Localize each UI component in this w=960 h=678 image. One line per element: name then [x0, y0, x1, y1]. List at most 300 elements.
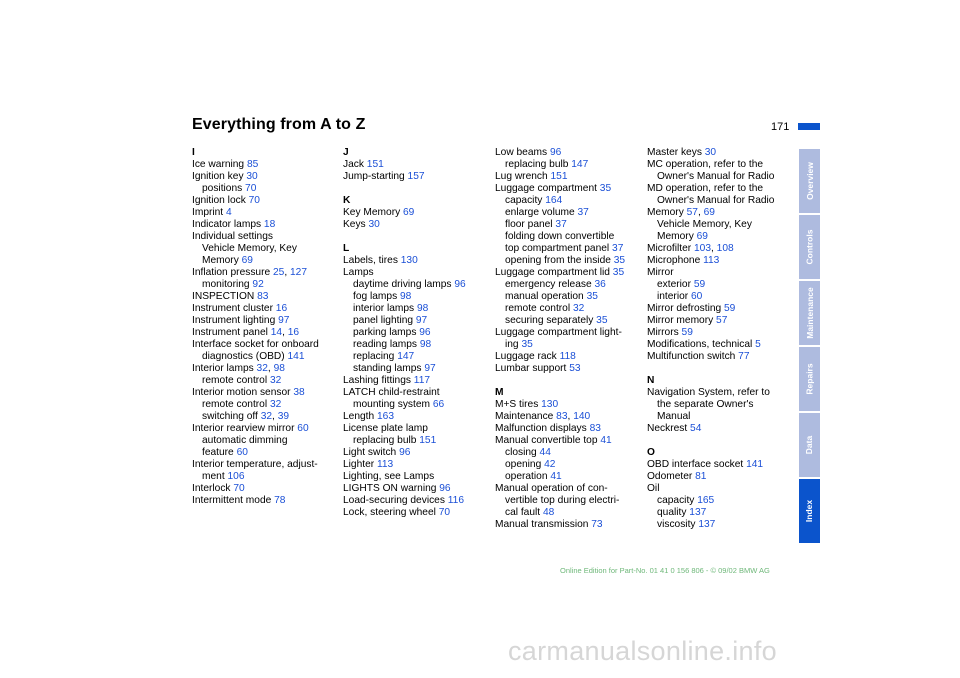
entry-text: Jump-starting [343, 171, 408, 182]
index-entry [495, 483, 645, 495]
page-link[interactable]: 141 [746, 459, 764, 470]
entry-text: Instrument panel [192, 327, 271, 338]
index-subentry [343, 339, 493, 351]
entry-text: diagnostics (OBD) [202, 351, 288, 362]
watermark: carmanualsonline.info [508, 636, 777, 666]
page-link[interactable]: 165 [697, 495, 715, 506]
page-link[interactable]: 35 [612, 267, 625, 278]
entry-text: Vehicle Memory, Key [657, 219, 752, 230]
page-link[interactable]: 4 [225, 207, 232, 218]
entry-text: Lock, steering wheel [343, 507, 439, 518]
index-letter-heading [647, 375, 797, 387]
index-subentry [647, 219, 797, 231]
index-entry [495, 147, 645, 159]
page-link[interactable]: 83 [556, 411, 568, 422]
page-link[interactable]: 38 [293, 387, 305, 398]
index-entry [192, 459, 342, 471]
entry-text: replacing bulb [505, 159, 572, 170]
index-column-3 [495, 147, 645, 531]
entry-text: Imprint [192, 207, 226, 218]
tab-data[interactable] [799, 413, 820, 477]
entry-text: automatic dimming [202, 435, 288, 446]
index-entry [647, 459, 797, 471]
page-link[interactable]: 54 [690, 423, 702, 434]
index-entry: Memory 57, 69 [647, 207, 715, 218]
page-link[interactable]: 85 [246, 159, 259, 170]
entry-text: remote control [202, 399, 270, 410]
page-link[interactable]: 35 [596, 315, 608, 326]
page-link[interactable]: 57 [716, 315, 728, 326]
entry-text: Interior motion sensor [192, 387, 294, 398]
index-entry [192, 315, 342, 327]
index-entry [647, 471, 797, 483]
index-entry: Inflation pressure 25, 127 [192, 267, 307, 278]
page-link[interactable]: 69 [703, 207, 715, 218]
entry-text: Light switch [343, 447, 400, 458]
page-link[interactable]: 130 [541, 399, 559, 410]
entry-text: INSPECTION [192, 291, 258, 302]
index-entry [495, 171, 645, 183]
entry-text: Luggage compartment [495, 183, 600, 194]
entry-text: replacing [353, 351, 398, 362]
page-link[interactable]: 147 [571, 159, 589, 170]
page-link[interactable]: 83 [257, 291, 269, 302]
page-link[interactable]: 118 [559, 351, 576, 362]
page-link[interactable]: 96 [454, 279, 466, 290]
page-link[interactable]: 36 [594, 279, 606, 290]
entry-text: Interface socket for onboard [192, 339, 319, 350]
index-entry [192, 171, 342, 183]
index-subentry [647, 195, 797, 207]
page-link[interactable]: 30 [704, 147, 717, 158]
index-entry [343, 423, 493, 435]
index-subentry [647, 231, 797, 243]
page-link[interactable]: 92 [252, 279, 264, 290]
index-entry [343, 375, 493, 387]
entry-text: Lamps [343, 267, 374, 278]
page-link[interactable]: 151 [550, 171, 568, 182]
page-link[interactable]: 98 [273, 363, 285, 374]
index-entry: Maintenance 83, 140 [495, 411, 591, 422]
entry-text: remote control [202, 375, 270, 386]
page-link[interactable]: 16 [275, 303, 288, 314]
entry-text: Memory [202, 255, 242, 266]
index-entry [192, 219, 342, 231]
index-entry [495, 435, 645, 447]
page-link[interactable]: 32 [269, 399, 282, 410]
page-link[interactable]: 96 [549, 147, 562, 158]
page-link[interactable]: 108 [716, 243, 734, 254]
entry-text: capacity [657, 495, 698, 506]
tab-maintenance[interactable] [799, 281, 820, 345]
page-link[interactable]: 141 [287, 351, 305, 362]
entry-text: Memory [657, 231, 697, 242]
index-entry [495, 351, 645, 363]
entry-text: securing separately [505, 315, 597, 326]
index-entry [647, 387, 797, 399]
entry-text: Lighting, see Lamps [343, 471, 435, 482]
entry-text: Manual convertible top [495, 435, 601, 446]
entry-text: reading lamps [353, 339, 420, 350]
page-link[interactable]: 66 [432, 399, 445, 410]
index-subentry [495, 231, 645, 243]
index-entry [192, 303, 342, 315]
tab-controls[interactable] [799, 215, 820, 279]
index-entry [192, 339, 342, 351]
entry-text: the separate Owner's [657, 399, 754, 410]
entry-text: N [647, 375, 655, 386]
page-link[interactable]: 96 [419, 327, 431, 338]
index-subentry [495, 207, 645, 219]
index-entry [647, 483, 797, 495]
index-subentry [343, 327, 493, 339]
entry-text: Keys [343, 219, 369, 230]
entry-text: replacing bulb [353, 435, 420, 446]
entry-spacer [343, 183, 493, 195]
entry-text: Key Memory [343, 207, 404, 218]
index-subentry [343, 351, 493, 363]
entry-text: OBD interface socket [647, 459, 747, 470]
page-link[interactable]: 97 [424, 363, 436, 374]
entry-text: parking lamps [353, 327, 420, 338]
page-link[interactable]: 103 [693, 243, 711, 254]
entry-text: Master keys [647, 147, 705, 158]
entry-text: panel lighting [353, 315, 416, 326]
index-subentry [495, 159, 645, 171]
entry-text: Vehicle Memory, Key [202, 243, 297, 254]
entry-text: floor panel [505, 219, 556, 230]
entry-text: opening [505, 459, 545, 470]
top-tab-marker [798, 123, 820, 130]
page-link[interactable]: 60 [690, 291, 703, 302]
entry-text: viscosity [657, 519, 699, 530]
entry-text: Interior lamps [192, 363, 257, 374]
entry-text: daytime driving lamps [353, 279, 455, 290]
page-link[interactable]: 130 [400, 255, 418, 266]
page-link[interactable]: 98 [416, 303, 429, 314]
entry-text: manual operation [505, 291, 587, 302]
index-subentry [647, 411, 797, 423]
entry-text: positions [202, 183, 246, 194]
entry-text: capacity [505, 195, 546, 206]
entry-spacer [495, 375, 645, 387]
tab-label: Overview [804, 162, 815, 200]
index-subentry [192, 279, 342, 291]
page-link[interactable]: 35 [586, 291, 598, 302]
index-subentry [495, 507, 645, 519]
index-entry [192, 483, 342, 495]
page-title: Everything from A to Z [192, 116, 366, 133]
page-link[interactable]: 97 [278, 315, 290, 326]
page-link[interactable]: 30 [246, 171, 258, 182]
page-link[interactable]: 163 [377, 411, 394, 422]
index-entry [343, 255, 493, 267]
page-link[interactable]: 25 [272, 267, 285, 278]
index-letter-heading [647, 447, 797, 459]
page-link[interactable]: 37 [577, 207, 589, 218]
page-link[interactable]: 78 [274, 495, 286, 506]
entry-text: interior [657, 291, 691, 302]
page-link[interactable]: 73 [591, 519, 603, 530]
page-link[interactable]: 16 [287, 327, 300, 338]
page-link[interactable]: 70 [233, 483, 245, 494]
index-entry [343, 447, 493, 459]
index-entry [647, 303, 797, 315]
index-entry [192, 387, 342, 399]
index-entry [343, 207, 493, 219]
entry-text: switching off [202, 411, 261, 422]
entry-spacer [647, 363, 797, 375]
index-entry [192, 291, 342, 303]
entry-text: MD operation, refer to the [647, 183, 764, 194]
entry-text: emergency release [505, 279, 595, 290]
entry-text: Inflation pressure [192, 267, 273, 278]
page-link[interactable]: 96 [439, 483, 451, 494]
page-link[interactable]: 164 [545, 195, 563, 206]
entry-text: Multifunction switch [647, 351, 739, 362]
page-link[interactable]: 42 [544, 459, 556, 470]
entry-text: Lashing fittings [343, 375, 414, 386]
entry-text: J [343, 147, 349, 158]
page-link[interactable]: 96 [399, 447, 411, 458]
entry-text: Intermittent mode [192, 495, 275, 506]
page-link[interactable]: 70 [438, 507, 451, 518]
index-subentry [343, 315, 493, 327]
page-link[interactable]: 32 [269, 375, 282, 386]
page-link[interactable]: 41 [550, 471, 562, 482]
entry-text: remote control [505, 303, 573, 314]
entry-text: Instrument lighting [192, 315, 279, 326]
index-subentry [495, 459, 645, 471]
index-subentry [647, 519, 797, 531]
index-subentry [192, 255, 342, 267]
page-link[interactable]: 127 [290, 267, 307, 278]
page-link[interactable]: 69 [403, 207, 415, 218]
page-link[interactable]: 59 [681, 327, 693, 338]
entry-text: Indicator lamps [192, 219, 264, 230]
index-subentry [495, 279, 645, 291]
entry-text: Interlock [192, 483, 234, 494]
page-link[interactable]: 32 [572, 303, 585, 314]
page-link[interactable]: 32 [260, 411, 273, 422]
index-subentry [495, 303, 645, 315]
index-letter-heading [343, 195, 493, 207]
index-subentry: switching off 32, 39 [202, 411, 290, 422]
page-link[interactable]: 137 [689, 507, 707, 518]
page-link[interactable]: 106 [227, 471, 245, 482]
index-subentry [343, 279, 493, 291]
index-subentry [192, 183, 342, 195]
entry-text: mounting system [353, 399, 433, 410]
index-entry [647, 255, 797, 267]
page-link[interactable]: 97 [415, 315, 428, 326]
entry-text: Mirror [647, 267, 674, 278]
page-link[interactable]: 39 [277, 411, 290, 422]
entry-text: O [647, 447, 655, 458]
entry-text: Labels, tires [343, 255, 401, 266]
index-subentry [343, 291, 493, 303]
entry-text: top compartment panel [505, 243, 613, 254]
page-link[interactable]: 151 [366, 159, 384, 170]
index-subentry [647, 171, 797, 183]
entry-text: Manual [657, 411, 691, 422]
entry-text: Lighter [343, 459, 377, 470]
index-entry [343, 171, 493, 183]
index-entry [647, 327, 797, 339]
index-entry [343, 507, 493, 519]
page-link[interactable]: 117 [413, 375, 431, 386]
entry-text: Mirror defrosting [647, 303, 724, 314]
page-link[interactable]: 98 [400, 291, 412, 302]
page-link[interactable]: 48 [542, 507, 555, 518]
tab-label: Maintenance [804, 287, 815, 339]
page-link[interactable]: 60 [236, 447, 248, 458]
entry-text: Malfunction displays [495, 423, 590, 434]
index-entry [647, 267, 797, 279]
tab-overview[interactable] [799, 149, 820, 213]
page-number: 171 [771, 121, 790, 133]
entry-text: I [192, 147, 195, 158]
index-entry [343, 459, 493, 471]
tab-repairs[interactable] [799, 347, 820, 411]
index-subentry [495, 471, 645, 483]
page-link[interactable]: 81 [695, 471, 707, 482]
index-subentry [647, 291, 797, 303]
tab-label: Controls [804, 229, 815, 265]
entry-text: LATCH child-restraint [343, 387, 440, 398]
page-link[interactable]: 57 [686, 207, 698, 218]
entry-text: standing lamps [353, 363, 425, 374]
page-link[interactable]: 98 [419, 339, 432, 350]
page-link[interactable]: 147 [397, 351, 415, 362]
entry-text: Maintenance [495, 411, 557, 422]
page-link[interactable]: 137 [698, 519, 716, 530]
entry-text: Luggage rack [495, 351, 560, 362]
index-letter-heading [192, 147, 342, 159]
index-subentry [647, 495, 797, 507]
entry-text: L [343, 243, 350, 254]
page-link[interactable]: 116 [447, 495, 465, 506]
entry-text: Individual settings [192, 231, 273, 242]
entry-text: exterior [657, 279, 694, 290]
index-column-2 [343, 147, 493, 519]
entry-text: Microphone [647, 255, 704, 266]
page-link[interactable]: 70 [245, 183, 257, 194]
page-link[interactable]: 151 [419, 435, 437, 446]
page-link[interactable]: 35 [599, 183, 612, 194]
index-entry [495, 267, 645, 279]
entry-text: Luggage compartment lid [495, 267, 613, 278]
entry-text: opening from the inside [505, 255, 614, 266]
page-link[interactable]: 69 [241, 255, 253, 266]
page-link[interactable]: 59 [724, 303, 736, 314]
page-link[interactable]: 37 [555, 219, 567, 230]
entry-text: Mirrors [647, 327, 682, 338]
page-link[interactable]: 14 [270, 327, 283, 338]
index-entry [343, 483, 493, 495]
index-column-4 [647, 147, 797, 531]
page-link[interactable]: 69 [696, 231, 708, 242]
page-link[interactable]: 35 [521, 339, 533, 350]
entry-text: Microfilter [647, 243, 694, 254]
page-link[interactable]: 77 [738, 351, 750, 362]
index-subentry [343, 303, 493, 315]
entry-text: Interior temperature, adjust- [192, 459, 318, 470]
index-entry [495, 363, 645, 375]
page-link[interactable]: 44 [539, 447, 551, 458]
index-entry [343, 267, 493, 279]
entry-text: Memory [647, 207, 687, 218]
tab-label: Index [804, 499, 815, 523]
index-entry [343, 471, 493, 483]
index-entry [647, 147, 797, 159]
index-subentry [192, 399, 342, 411]
page-link[interactable]: 35 [613, 255, 626, 266]
entry-text: Ignition key [192, 171, 247, 182]
index-entry [647, 339, 797, 351]
index-entry: Instrument panel 14, 16 [192, 327, 300, 338]
page-link[interactable]: 32 [256, 363, 268, 374]
entry-text: folding down convertible [505, 231, 615, 242]
page-link[interactable]: 60 [297, 423, 309, 434]
entry-text: fog lamps [353, 291, 400, 302]
page-link[interactable]: 41 [600, 435, 612, 446]
page-link[interactable]: 53 [569, 363, 581, 374]
entry-text: operation [505, 471, 551, 482]
entry-text: cal fault [505, 507, 543, 518]
index-entry [495, 519, 645, 531]
entry-text: M [495, 387, 504, 398]
index-entry [192, 495, 342, 507]
index-subentry [495, 447, 645, 459]
page-link[interactable]: 37 [612, 243, 624, 254]
index-entry: Microfilter 103, 108 [647, 243, 734, 254]
page-link[interactable]: 30 [368, 219, 380, 230]
index-subentry [495, 339, 645, 351]
index-entry [495, 183, 645, 195]
page-link[interactable]: 113 [376, 459, 394, 470]
index-subentry [495, 195, 645, 207]
index-subentry [495, 243, 645, 255]
index-entry [192, 195, 342, 207]
page-link[interactable]: 113 [703, 255, 720, 266]
index-entry [343, 387, 493, 399]
entry-text: Luggage compartment light- [495, 327, 622, 338]
entry-text: Lumbar support [495, 363, 570, 374]
entry-text: Oil [647, 483, 660, 494]
entry-spacer [343, 231, 493, 243]
page-link[interactable]: 18 [263, 219, 276, 230]
index-letter-heading [495, 387, 645, 399]
tab-label: Repairs [804, 363, 815, 395]
entry-text: Owner's Manual for Radio [657, 171, 775, 182]
index-entry [495, 327, 645, 339]
page-link[interactable]: 5 [755, 339, 761, 350]
entry-text: M+S tires [495, 399, 542, 410]
page-link[interactable]: 140 [573, 411, 591, 422]
entry-text: K [343, 195, 351, 206]
tab-index[interactable] [799, 479, 820, 543]
tab-label: Data [804, 435, 815, 455]
page-link[interactable]: 83 [589, 423, 601, 434]
index-subentry [647, 399, 797, 411]
page-link[interactable]: 157 [407, 171, 425, 182]
page-link[interactable]: 59 [693, 279, 706, 290]
page-link[interactable]: 70 [248, 195, 260, 206]
index-subentry [192, 447, 342, 459]
index-subentry [343, 435, 493, 447]
entry-text: Manual operation of con- [495, 483, 608, 494]
